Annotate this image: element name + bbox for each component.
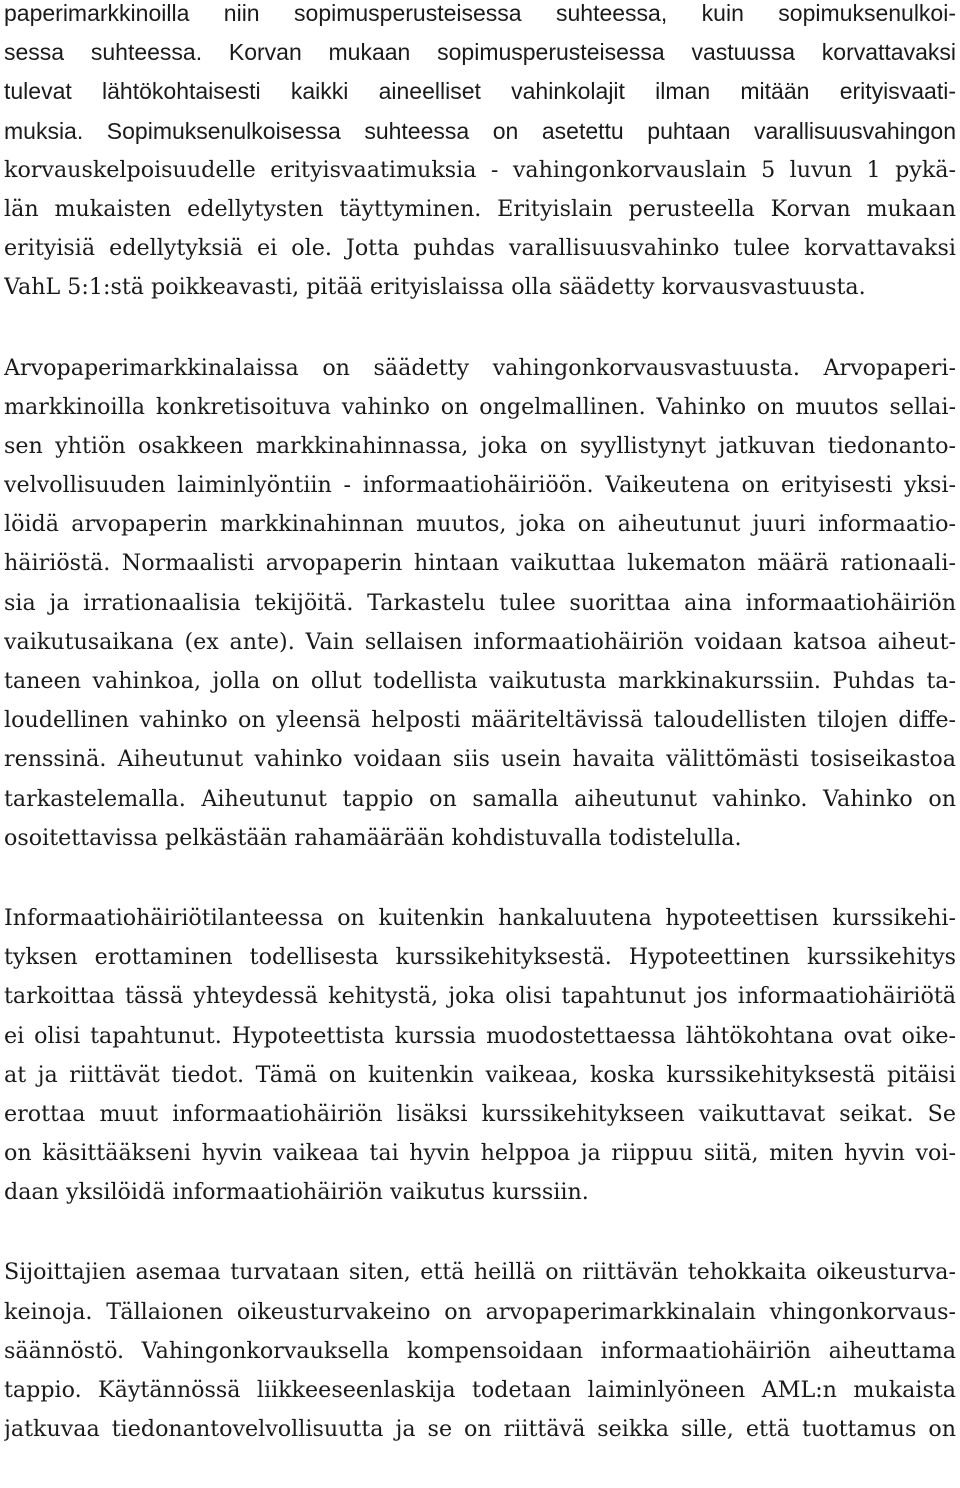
document-page bbox=[4, 0, 956, 1449]
text-line: erityisiä edellytyksiä ei ole. Jotta puhdas varallisuusvahinko tulee korvattavaksi bbox=[4, 235, 956, 262]
text-line: ei olisi tapahtunut. Hypoteettista kurssia muodostettaessa lähtökohtana ovat oike- bbox=[4, 1022, 956, 1049]
paragraph-spacer bbox=[4, 1212, 956, 1253]
text-line: Sijoittajien asemaa turvataan siten, että heillä on riittävän tehokkaita oikeusturva- bbox=[4, 1259, 956, 1286]
text-line: at ja riittävät tiedot. Tämä on kuitenkin vaikeaa, koska kurssikehityksestä pitäisi bbox=[4, 1061, 956, 1088]
text-line: löidä arvopaperin markkinahinnan muutos, joka on aiheutunut juuri informaatio- bbox=[4, 511, 956, 538]
text-line: keinoja. Tällaionen oikeusturvakeino on arvopaperimarkkinalain vhingonkorvaus- bbox=[4, 1298, 956, 1325]
paragraph-spacer bbox=[4, 308, 956, 349]
text-line: tappio. Käytännössä liikkeeseenlaskija todetaan laiminlyöneen AML:n mukaista bbox=[4, 1377, 956, 1403]
text-line: sen yhtiön osakkeen markkinahinnassa, joka on syyllistynyt jatkuvan tiedonanto- bbox=[4, 432, 956, 459]
text-line: tulevat lähtökohtaisesti kaikki aineelliset vahinkolajit ilman mitään erityisvaati- bbox=[4, 78, 956, 105]
text-line: erottaa muut informaatiohäiriön lisäksi kurssikehitykseen vaikuttavat seikat. Se bbox=[4, 1100, 956, 1127]
text-line: muksia. Sopimuksenulkoisessa suhteessa on asetettu puhtaan varallisuusvahingon bbox=[4, 117, 956, 144]
text-line: sia ja irrationaalisia tekijöitä. Tarkastelu tulee suorittaa aina informaatiohäiriön bbox=[4, 589, 956, 616]
text-line: tyksen erottaminen todellisesta kurssikehityksestä. Hypoteettinen kurssikehitys bbox=[4, 944, 956, 971]
paragraph-4 bbox=[4, 1253, 956, 1449]
text-line: vaikutusaikana (ex ante). Vain sellaisen informaatiohäiriön voidaan katsoa aiheut- bbox=[4, 628, 956, 655]
paragraph-3 bbox=[4, 899, 956, 1213]
text-line: daan yksilöidä informaatiohäiriön vaikutus kurssiin. bbox=[4, 1179, 589, 1206]
paragraph-1 bbox=[4, 0, 956, 308]
text-line: Arvopaperimarkkinalaissa on säädetty vahingonkorvausvastuusta. Arvopaperi- bbox=[4, 354, 956, 381]
text-line: häiriöstä. Normaalisti arvopaperin hintaan vaikuttaa lukematon määrä rationaali- bbox=[4, 550, 956, 577]
text-line: taneen vahinkoa, jolla on ollut todellista vaikutusta markkinakurssiin. Puhdas ta- bbox=[4, 668, 956, 694]
text-line: loudellinen vahinko on yleensä helposti määriteltävissä taloudellisten tilojen diffe- bbox=[4, 707, 956, 734]
text-line: säännöstö. Vahingonkorvauksella kompensoidaan informaatiohäiriön aiheuttama bbox=[4, 1337, 956, 1364]
text-line: korvauskelpoisuudelle erityisvaatimuksia - vahingonkorvauslain 5 luvun 1 pykä- bbox=[4, 156, 956, 183]
text-line: markkinoilla konkretisoituva vahinko on ongelmallinen. Vahinko on muutos sellai- bbox=[4, 393, 956, 420]
text-line: sessa suhteessa. Korvan mukaan sopimusperusteisessa vastuussa korvattavaksi bbox=[4, 39, 956, 66]
paragraph-2 bbox=[4, 349, 956, 858]
paragraph-spacer bbox=[4, 858, 956, 899]
text-line: VahL 5:1:stä poikkeavasti, pitää erityislaissa olla säädetty korvausvastuusta. bbox=[4, 274, 866, 301]
text-line: tarkoittaa tässä yhteydessä kehitystä, joka olisi tapahtunut jos informaatiohäiriötä bbox=[4, 983, 956, 1010]
text-line: renssinä. Aiheutunut vahinko voidaan siis usein havaita välittömästi tosiseikastoa bbox=[4, 746, 956, 773]
text-line: län mukaisten edellytysten täyttyminen. Erityislain perusteella Korvan mukaan bbox=[4, 195, 956, 222]
text-line: jatkuvaa tiedonantovelvollisuutta ja se on riittävä seikka sille, että tuottamus on bbox=[4, 1416, 956, 1443]
text-line: osoitettavissa pelkästään rahamäärään kohdistuvalla todistelulla. bbox=[4, 824, 742, 851]
text-line: on käsittääkseni hyvin vaikeaa tai hyvin helppoa ja riippuu siitä, miten hyvin voi- bbox=[4, 1140, 956, 1167]
text-line: Informaatiohäiriötilanteessa on kuitenkin hankaluutena hypoteettisen kurssikehi- bbox=[4, 904, 956, 931]
text-line: velvollisuuden laiminlyöntiin - informaatiohäiriöön. Vaikeutena on erityisesti yksi- bbox=[4, 472, 956, 499]
text-line: tarkastelemalla. Aiheutunut tappio on samalla aiheutunut vahinko. Vahinko on bbox=[4, 785, 956, 812]
text-line: paperimarkkinoilla niin sopimusperusteisessa suhteessa, kuin sopimuksenulkoi- bbox=[4, 0, 956, 26]
